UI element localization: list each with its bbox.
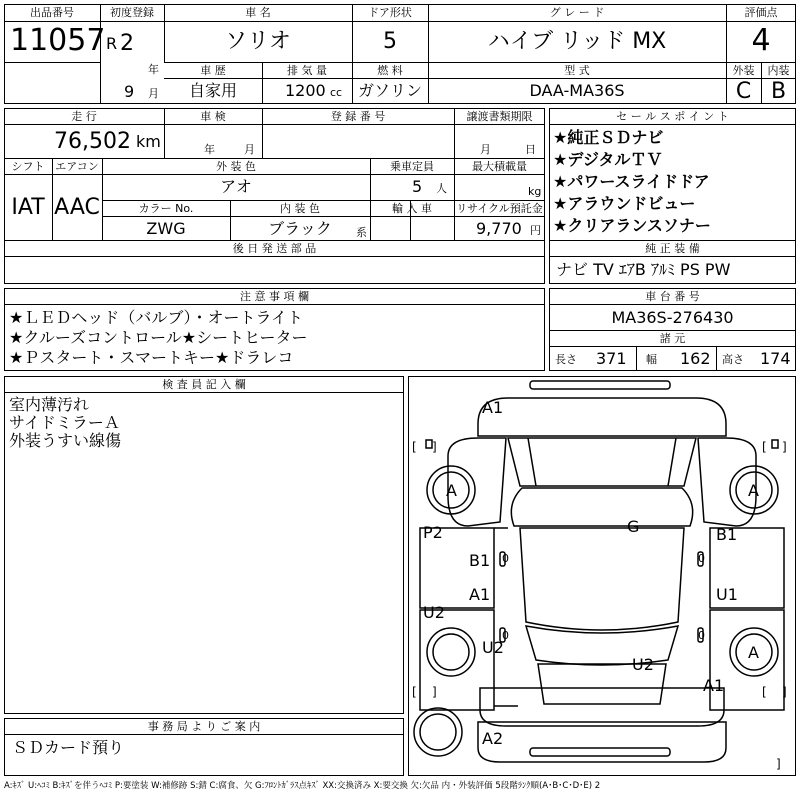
ac-label: エアコン bbox=[55, 160, 99, 173]
chassis-label: 車 台 番 号 bbox=[645, 290, 700, 303]
color-no-label: カラー No. bbox=[138, 202, 194, 215]
note-line: ★ＬＥＤヘッド（バルブ）・オートライト bbox=[9, 308, 304, 327]
car-name: ソリオ bbox=[225, 29, 291, 54]
svg-text:]: ] bbox=[432, 440, 437, 454]
selling-point: ★デジタルＴＶ bbox=[553, 150, 663, 169]
ext-label: 外装 bbox=[732, 64, 755, 77]
svg-text:[: [ bbox=[762, 685, 767, 699]
damage-mark: A2 bbox=[482, 729, 504, 748]
transfer-label: 譲渡書類期限 bbox=[466, 110, 533, 123]
damage-mark: U2 bbox=[423, 603, 445, 622]
lot-label: 出品番号 bbox=[30, 6, 74, 19]
reg-year: 2 bbox=[120, 31, 134, 56]
car-diagram bbox=[408, 376, 796, 776]
notes-label: 注 意 事 項 欄 bbox=[240, 290, 309, 303]
damage-mark: 0 bbox=[502, 552, 509, 565]
color-no: ZWG bbox=[146, 219, 186, 238]
transfer-month-unit: 月 bbox=[480, 143, 491, 156]
damage-mark: A bbox=[446, 481, 457, 500]
fuel-label: 燃 料 bbox=[377, 64, 403, 77]
later-parts-label: 後 日 発 送 部 品 bbox=[232, 242, 317, 255]
damage-mark: A1 bbox=[482, 398, 504, 417]
mileage-unit: km bbox=[136, 132, 161, 151]
car-name-label: 車 名 bbox=[245, 6, 271, 19]
inspect-year-unit: 年 bbox=[204, 143, 215, 156]
svg-text:]: ] bbox=[782, 440, 787, 454]
svg-text:]: ] bbox=[782, 685, 787, 699]
svg-text:]: ] bbox=[432, 685, 437, 699]
note-line: ★クルーズコントロール★シートヒーター bbox=[9, 328, 308, 347]
damage-mark: B1 bbox=[469, 551, 491, 570]
month-unit: 月 bbox=[148, 87, 159, 100]
damage-mark: P2 bbox=[423, 523, 443, 542]
grade: ハイブ リッド MX bbox=[487, 29, 667, 54]
selling-label: セ ー ル ス ポ イ ン ト bbox=[616, 110, 729, 123]
inspector-line: サイドミラーＡ bbox=[9, 413, 120, 432]
transfer-day-unit: 日 bbox=[525, 143, 536, 156]
height: 174 bbox=[760, 349, 791, 368]
genuine-label: 純 正 装 備 bbox=[645, 242, 700, 255]
first-reg-label: 初度登録 bbox=[110, 6, 154, 19]
history-label: 車 歴 bbox=[200, 64, 226, 77]
selling-point: ★クリアランスソナー bbox=[553, 216, 711, 235]
svg-text:[: [ bbox=[762, 440, 767, 454]
disp-label: 排 気 量 bbox=[287, 64, 327, 77]
height-label: 高さ bbox=[722, 353, 744, 366]
model-label: 型 式 bbox=[564, 64, 590, 77]
inspector-label: 検 査 員 記 入 欄 bbox=[162, 378, 246, 391]
selling-point: ★パワースライドドア bbox=[553, 172, 710, 191]
office-label: 事 務 局 よ り ご 案 内 bbox=[147, 720, 261, 733]
shift-label: シフト bbox=[11, 160, 45, 173]
load-unit: kg bbox=[528, 185, 542, 198]
lot-number: 11057 bbox=[10, 23, 106, 58]
ext-grade: C bbox=[735, 79, 752, 104]
damage-mark: U1 bbox=[716, 585, 738, 604]
damage-mark: U2 bbox=[482, 638, 504, 657]
svg-text:]: ] bbox=[776, 757, 781, 771]
chassis-number: MA36S-276430 bbox=[611, 308, 734, 327]
interior-color: ブラック bbox=[268, 219, 332, 238]
recycle-fee: 9,770 bbox=[476, 219, 522, 238]
recycle-label: リサイクル預託金 bbox=[456, 202, 543, 215]
damage-mark: G bbox=[627, 517, 640, 536]
inspect-label: 車 検 bbox=[200, 110, 226, 123]
doors: 5 bbox=[383, 29, 397, 54]
svg-text:[: [ bbox=[412, 685, 417, 699]
era: R bbox=[106, 34, 118, 53]
damage-mark: 0 bbox=[698, 629, 705, 642]
exterior-color: アオ bbox=[220, 177, 252, 196]
inspector-line: 外装うすい線傷 bbox=[9, 431, 122, 450]
damage-mark: A bbox=[748, 643, 759, 662]
score: 4 bbox=[751, 23, 771, 58]
load-label: 最大積載量 bbox=[472, 160, 527, 173]
damage-mark: 0 bbox=[502, 629, 509, 642]
selling-point: ★アラウンドビュー bbox=[553, 194, 696, 213]
capacity-label: 乗車定員 bbox=[390, 160, 434, 173]
capacity-unit: 人 bbox=[436, 182, 447, 195]
int-color-unit: 系 bbox=[356, 226, 367, 239]
length-label: 長さ bbox=[555, 353, 577, 366]
shift: IAT bbox=[11, 195, 45, 220]
model-code: DAA-MA36S bbox=[529, 81, 625, 100]
genuine-equipment: ナビ TV ｴｱB ｱﾙﾐ PS PW bbox=[556, 260, 731, 279]
width-label: 幅 bbox=[646, 353, 657, 366]
int-color-label: 内 装 色 bbox=[280, 202, 320, 215]
grade-label: グ レ ー ド bbox=[549, 6, 605, 19]
legend: A:ｷｽﾞ U:ﾍｺﾐ B:ｷｽﾞを伴うﾍｺﾐ P:要塗装 W:補修跡 S:錆 C:腐食、欠 G:ﾌﾛﾝﾄｶﾞﾗｽ点ｷｽﾞ XX:交換済み X:要交換 欠:欠品 内・外装評価 5段階ﾗﾝｸ順(A･B･C･D･E) 2 bbox=[4, 781, 601, 791]
note-line: ★Ｐスタート・スマートキー★ドラレコ bbox=[9, 348, 294, 367]
inspector-line: 室内薄汚れ bbox=[9, 395, 90, 414]
int-label: 内装 bbox=[767, 64, 790, 77]
mileage: 76,502 bbox=[54, 129, 131, 154]
year-unit: 年 bbox=[148, 63, 159, 76]
damage-mark: A1 bbox=[703, 676, 725, 695]
selling-point: ★純正ＳＤナビ bbox=[553, 128, 664, 147]
reg-month: 9 bbox=[124, 82, 135, 101]
width: 162 bbox=[680, 349, 711, 368]
damage-mark: U2 bbox=[632, 655, 654, 674]
inspect-month-unit: 月 bbox=[244, 143, 255, 156]
damage-mark: A1 bbox=[469, 585, 491, 604]
disp-unit: cc bbox=[330, 86, 343, 99]
spec-label: 諸 元 bbox=[659, 332, 686, 345]
mileage-label: 走 行 bbox=[71, 110, 97, 123]
door-label: ドア形状 bbox=[368, 6, 412, 19]
length: 371 bbox=[596, 349, 627, 368]
aircon: AAC bbox=[54, 195, 100, 220]
svg-text:[: [ bbox=[412, 440, 417, 454]
capacity: 5 bbox=[412, 177, 423, 196]
regno-label: 登 録 番 号 bbox=[330, 110, 386, 123]
damage-mark: A bbox=[748, 481, 759, 500]
displacement: 1200 bbox=[285, 81, 326, 100]
score-label: 評価点 bbox=[744, 6, 778, 19]
import-label: 輸 入 車 bbox=[392, 202, 432, 215]
damage-mark: B1 bbox=[716, 525, 738, 544]
office-note: ＳＤカード預り bbox=[12, 738, 125, 757]
recycle-unit: 円 bbox=[530, 224, 541, 237]
damage-mark: 0 bbox=[698, 552, 705, 565]
color-label: 外 装 色 bbox=[216, 160, 256, 173]
fuel: ガソリン bbox=[357, 81, 422, 100]
history: 自家用 bbox=[188, 81, 237, 100]
int-grade: B bbox=[770, 79, 787, 104]
